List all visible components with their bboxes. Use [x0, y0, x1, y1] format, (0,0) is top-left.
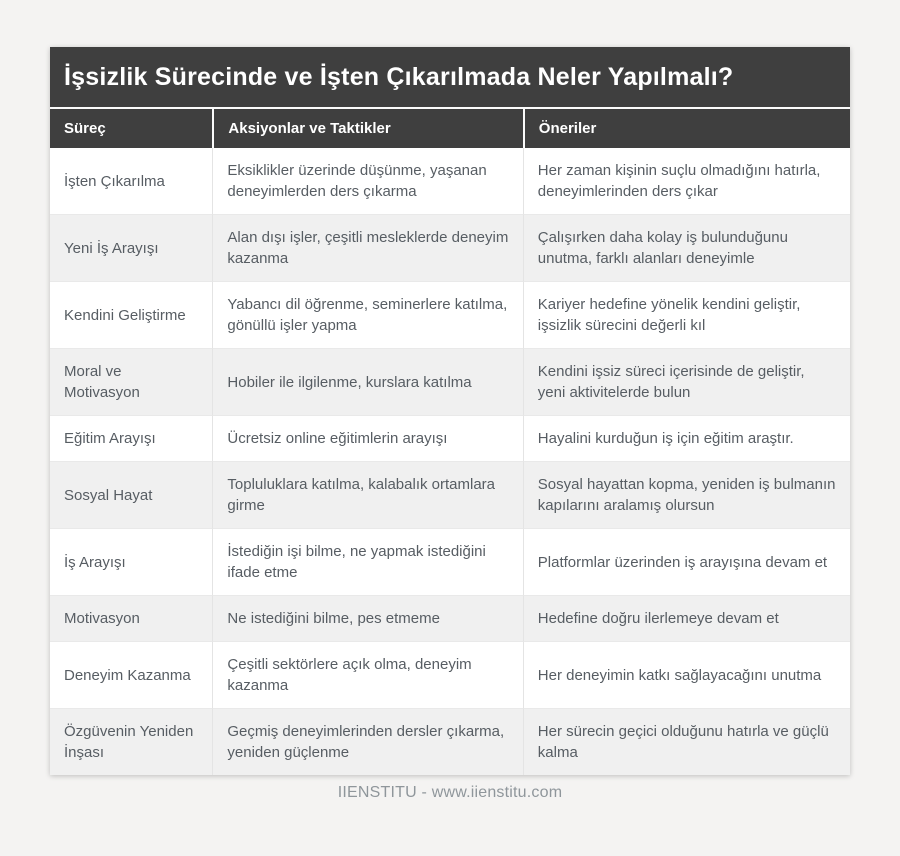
cell-advice: Platformlar üzerinden iş arayışına devam et	[523, 528, 850, 595]
table-row	[50, 148, 850, 214]
cell-actions: Geçmiş deneyimlerinden dersler çıkarma, yeniden güçlenme	[212, 708, 522, 775]
cell-process: İşten Çıkarılma	[64, 172, 165, 190]
cell-process: Sosyal Hayat	[50, 461, 212, 528]
cell-process: Eğitim Arayışı	[50, 415, 212, 461]
cell-process: Deneyim Kazanma	[50, 641, 212, 708]
column-header-oneriler: Öneriler	[523, 107, 850, 148]
table-row	[50, 214, 850, 281]
table-row	[50, 415, 850, 461]
table-row	[50, 708, 850, 775]
cell-actions: Alan dışı işler, çeşitli mesleklerde deneyim kazanma	[212, 214, 522, 281]
cell-actions: Eksiklikler üzerinde düşünme, yaşanan deneyimlerden ders çıkarma	[212, 148, 522, 214]
column-header-aksiyonlar: Aksiyonlar ve Taktikler	[212, 107, 522, 148]
table-row	[50, 595, 850, 641]
footer-credit: IIENSTITU - www.iienstitu.com	[337, 784, 563, 801]
actions-table	[50, 107, 850, 775]
column-header-surec: Süreç	[50, 107, 212, 148]
cell-actions: Çeşitli sektörlere açık olma, deneyim kazanma	[212, 641, 522, 708]
table-row	[50, 641, 850, 708]
cell-advice: Her zaman kişinin suçlu olmadığını hatırla, deneyimlerinden ders çıkar	[523, 148, 850, 214]
cell-actions: İstediğin işi bilme, ne yapmak istediğini ifade etme	[212, 528, 522, 595]
cell-advice: Her sürecin geçici olduğunu hatırla ve güçlü kalma	[523, 708, 850, 775]
cell-advice: Hedefine doğru ilerlemeye devam et	[523, 595, 850, 641]
cell-actions: Hobiler ile ilgilenme, kurslara katılma	[212, 348, 522, 415]
cell-advice: Kariyer hedefine yönelik kendini geliştir, işsizlik sürecini değerli kıl	[523, 281, 850, 348]
table-row	[50, 528, 850, 595]
table-header-row	[50, 107, 850, 148]
cell-process: Yeni İş Arayışı	[50, 214, 212, 281]
cell-advice: Hayalini kurduğun iş için eğitim araştır.	[523, 415, 850, 461]
cell-advice: Sosyal hayattan kopma, yeniden iş bulmanın kapılarını aralamış olursun	[523, 461, 850, 528]
cell-advice: Çalışırken daha kolay iş bulunduğunu unutma, farklı alanları deneyimle	[523, 214, 850, 281]
cell-process: İş Arayışı	[50, 528, 212, 595]
cell-process: Moral ve Motivasyon	[50, 348, 212, 415]
table-row	[50, 348, 850, 415]
page-title: İşsizlik Sürecinde ve İşten Çıkarılmada Neler Yapılmalı?	[50, 47, 850, 107]
cell-actions: Ne istediğini bilme, pes etmeme	[212, 595, 522, 641]
cell-advice: Kendini işsiz süreci içerisinde de geliştir, yeni aktivitelerde bulun	[523, 348, 850, 415]
cell-process: Kendini Geliştirme	[50, 281, 212, 348]
cell-actions: Topluluklara katılma, kalabalık ortamlara girme	[212, 461, 522, 528]
document-card	[50, 47, 850, 775]
table-row	[50, 461, 850, 528]
table-row	[50, 281, 850, 348]
cell-actions: Ücretsiz online eğitimlerin arayışı	[212, 415, 522, 461]
cell-actions: Yabancı dil öğrenme, seminerlere katılma, gönüllü işler yapma	[212, 281, 522, 348]
cell-process: Motivasyon	[50, 595, 212, 641]
cell-advice: Her deneyimin katkı sağlayacağını unutma	[523, 641, 850, 708]
cell-process: Özgüvenin Yeniden İnşası	[50, 708, 212, 775]
